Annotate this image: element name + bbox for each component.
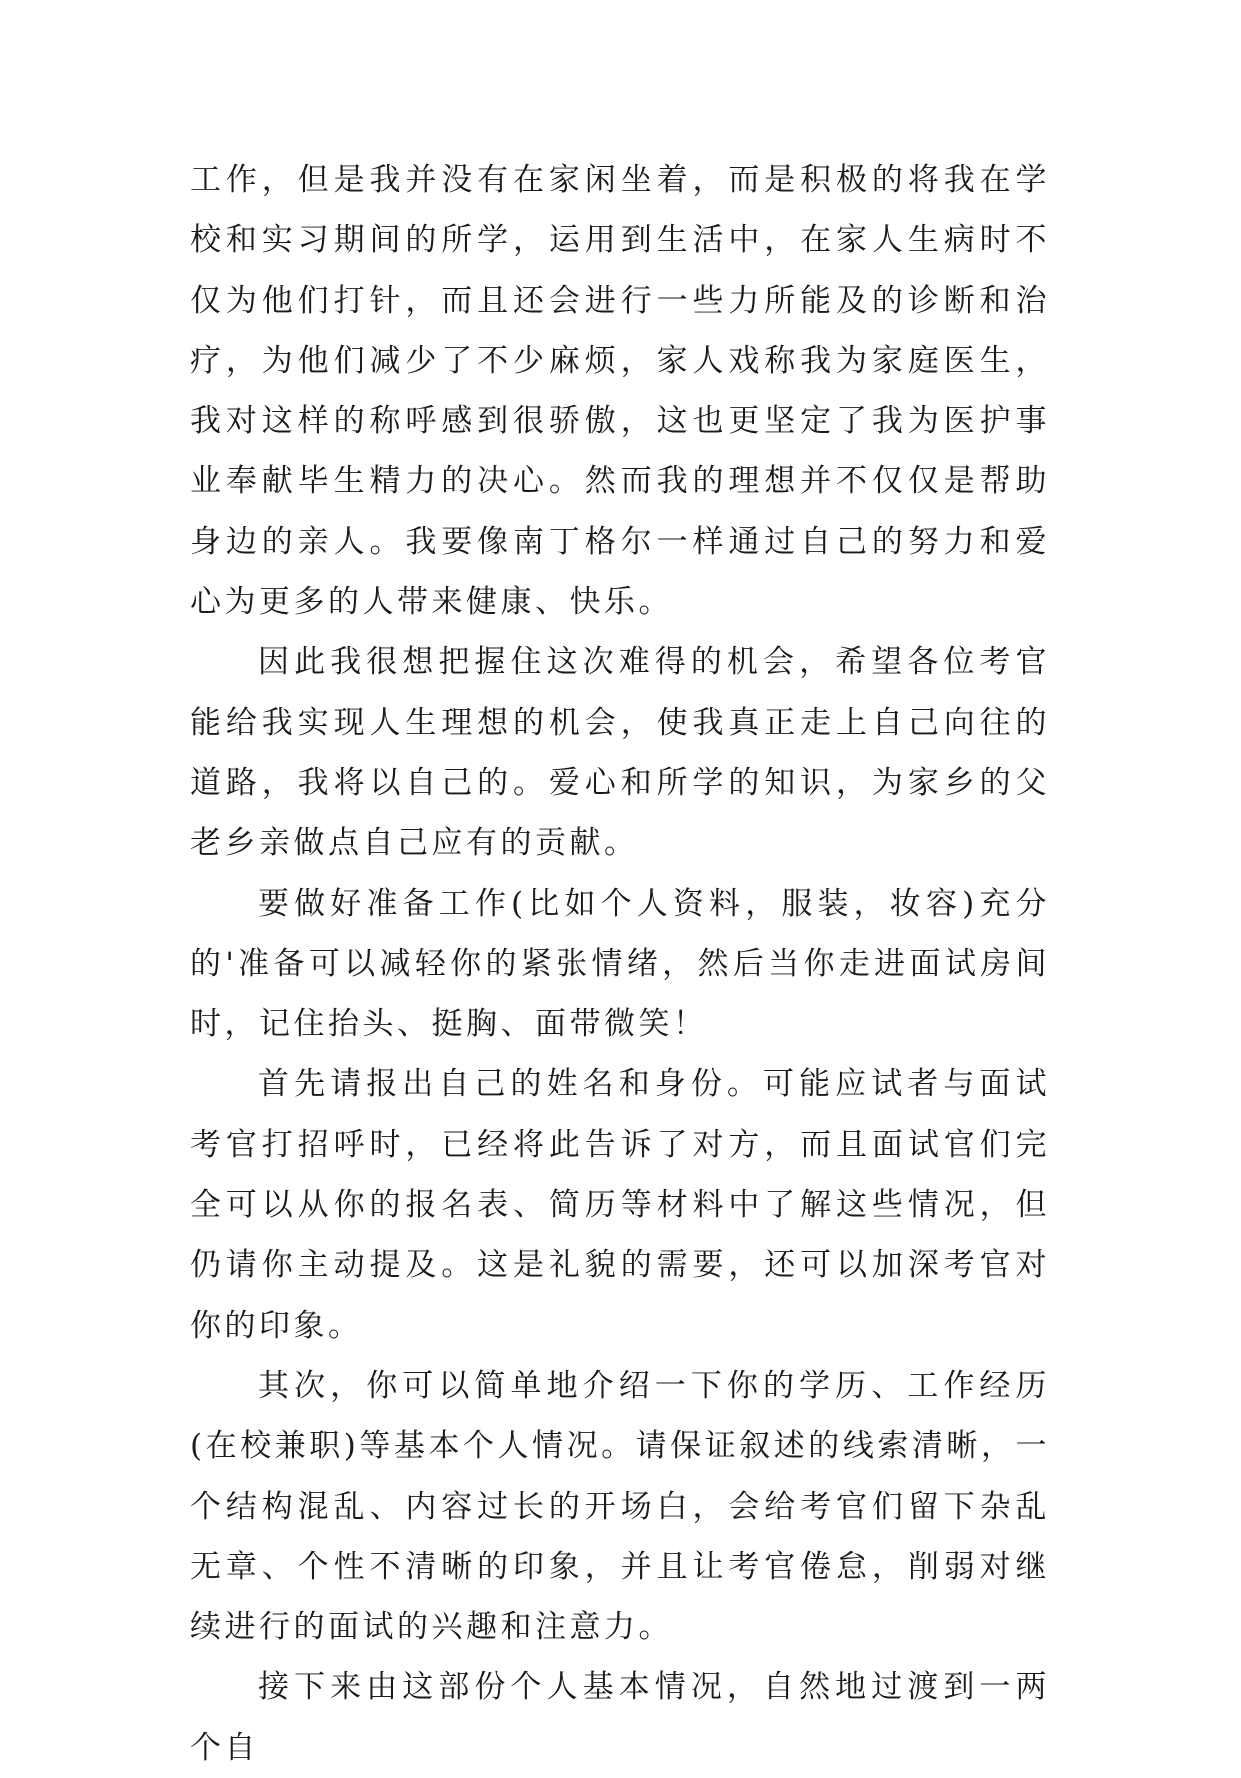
paragraph: 因此我很想把握住这次难得的机会，希望各位考官能给我实现人生理想的机会，使我真正走上自己向往的道路，我将以自己的。爱心和所学的知识，为家乡的父老乡亲做点自己应有的贡献。 [190,644,1050,862]
body-text [190,150,1050,1778]
paragraph: 要做好准备工作(比如个人资料，服装，妆容)充分的'准备可以减轻你的紧张情绪，然后当你走进面试房间时，记住抬头、挺胸、面带微笑！ [190,885,1050,1043]
paragraph: 其次，你可以简单地介绍一下你的学历、工作经历(在校兼职)等基本个人情况。请保证叙述的线索清晰，一个结构混乱、内容过长的开场白，会给考官们留下杂乱无章、个性不清晰的印象，并且让考官倦怠，削弱对继续进行的面试的兴趣和注意力。 [190,1367,1050,1646]
paragraph: 首先请报出自己的姓名和身份。可能应试者与面试考官打招呼时，已经将此告诉了对方，而且面试官们完全可以从你的报名表、简历等材料中了解这些情况，但仍请你主动提及。这是礼貌的需要，还可以加深考官对你的印象。 [190,1066,1050,1344]
paragraph: 工作，但是我并没有在家闲坐着，而是积极的将我在学校和实习期间的所学，运用到生活中，在家人生病时不仅为他们打针，而且还会进行一些力所能及的诊断和治疗，为他们减少了不少麻烦，家人戏称我为家庭医生，我对这样的称呼感到很骄傲，这也更坚定了我为医护事业奉献毕生精力的决心。然而我的理想并不仅仅是帮助身边的亲人。我要像南丁格尔一样通过自己的努力和爱心为更多的人带来健康、快乐。 [190,162,1050,621]
paragraph: 接下来由这部份个人基本情况，自然地过渡到一两个自 [190,1669,1050,1766]
